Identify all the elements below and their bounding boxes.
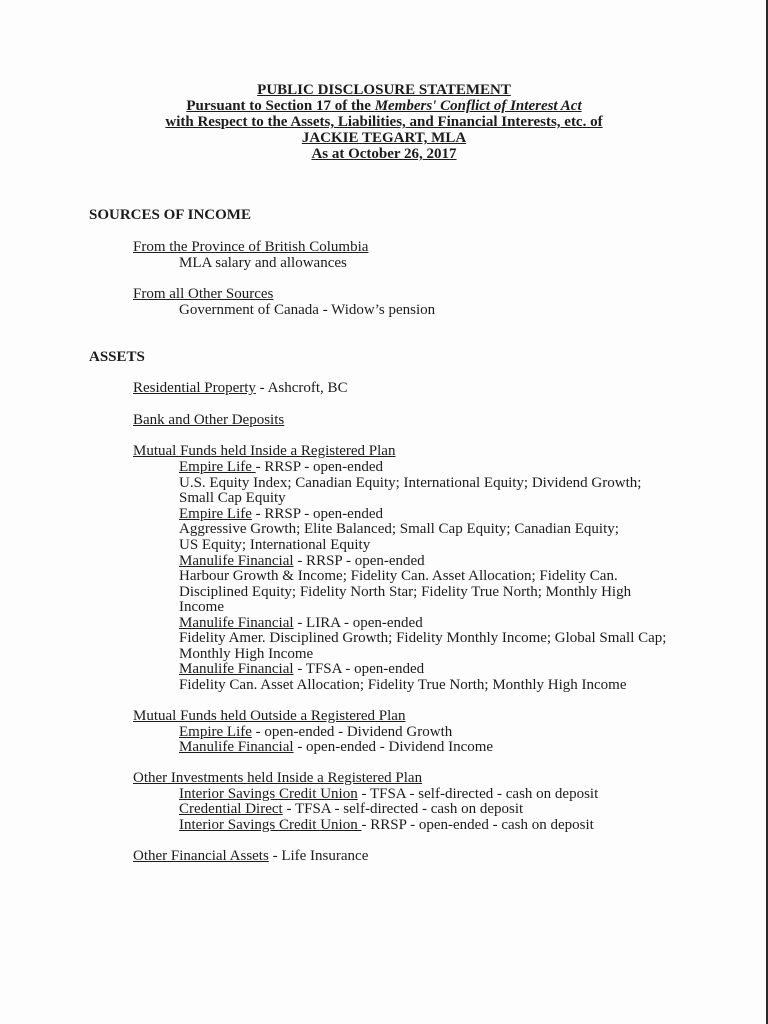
- mf-outside-entry-1: Empire Life - open-ended - Dividend Growth: [179, 724, 453, 740]
- income-province-item: MLA salary and allowances: [179, 255, 347, 271]
- mf-outside-label: Mutual Funds held Outside a Registered Plan: [133, 708, 406, 724]
- mf-inside-entry-3-line: Income: [179, 599, 224, 615]
- mf-inside-entry-3-line: Disciplined Equity; Fidelity North Star; Fidelity True North; Monthly High: [179, 584, 632, 600]
- mf-inside-label: Mutual Funds held Inside a Registered Plan: [133, 443, 396, 459]
- mf-inside-entry-1-line: Small Cap Equity: [179, 490, 286, 506]
- mf-outside-entry-2: Manulife Financial - open-ended - Dividend Income: [179, 739, 494, 755]
- bank-deposits: Bank and Other Deposits: [133, 412, 285, 428]
- mf-inside-entry-2-line: US Equity; International Equity: [179, 537, 371, 553]
- mf-inside-entry-5-line: Fidelity Can. Asset Allocation; Fidelity True North; Monthly High Income: [179, 677, 627, 693]
- income-province-label: From the Province of British Columbia: [133, 239, 369, 255]
- header-scope: with Respect to the Assets, Liabilities, and Financial Interests, etc. of: [165, 114, 603, 130]
- header-pursuant: Pursuant to Section 17 of the Members' Conflict of Interest Act: [186, 98, 582, 114]
- other-investments-label: Other Investments held Inside a Registered Plan: [133, 770, 423, 786]
- other-investments-entry-1: Interior Savings Credit Union - TFSA - self-directed - cash on deposit: [179, 786, 599, 802]
- header-date: As at October 26, 2017: [311, 146, 457, 162]
- residential-property: Residential Property - Ashcroft, BC: [133, 380, 348, 396]
- mf-inside-entry-1: Empire Life - RRSP - open-ended: [179, 459, 383, 475]
- other-investments-entry-2: Credential Direct - TFSA - self-directed - cash on deposit: [179, 801, 524, 817]
- other-investments-entry-3: Interior Savings Credit Union - RRSP - open-ended - cash on deposit: [179, 817, 594, 833]
- income-section-title: SOURCES OF INCOME: [89, 207, 251, 223]
- mf-inside-entry-4-line: Monthly High Income: [179, 646, 314, 662]
- mf-inside-entry-5: Manulife Financial - TFSA - open-ended: [179, 661, 425, 677]
- mf-inside-entry-2: Empire Life - RRSP - open-ended: [179, 506, 383, 522]
- header-member: JACKIE TEGART, MLA: [301, 130, 467, 146]
- mf-inside-entry-3: Manulife Financial - RRSP - open-ended: [179, 553, 425, 569]
- header-title: PUBLIC DISCLOSURE STATEMENT: [257, 82, 511, 98]
- document-header: [0, 82, 768, 162]
- other-financial-assets: Other Financial Assets - Life Insurance: [133, 848, 369, 864]
- income-other-label: From all Other Sources: [133, 286, 274, 302]
- income-other-item: Government of Canada - Widow’s pension: [179, 302, 436, 318]
- assets-section-title: ASSETS: [89, 349, 145, 365]
- mf-inside-entry-4: Manulife Financial - LIRA - open-ended: [179, 615, 423, 631]
- mf-inside-entry-4-line: Fidelity Amer. Disciplined Growth; Fidelity Monthly Income; Global Small Cap;: [179, 630, 667, 646]
- mf-inside-entry-3-line: Harbour Growth & Income; Fidelity Can. Asset Allocation; Fidelity Can.: [179, 568, 618, 584]
- mf-inside-entry-2-line: Aggressive Growth; Elite Balanced; Small Cap Equity; Canadian Equity;: [179, 521, 619, 537]
- mf-inside-entry-1-line: U.S. Equity Index; Canadian Equity; International Equity; Dividend Growth;: [179, 475, 642, 491]
